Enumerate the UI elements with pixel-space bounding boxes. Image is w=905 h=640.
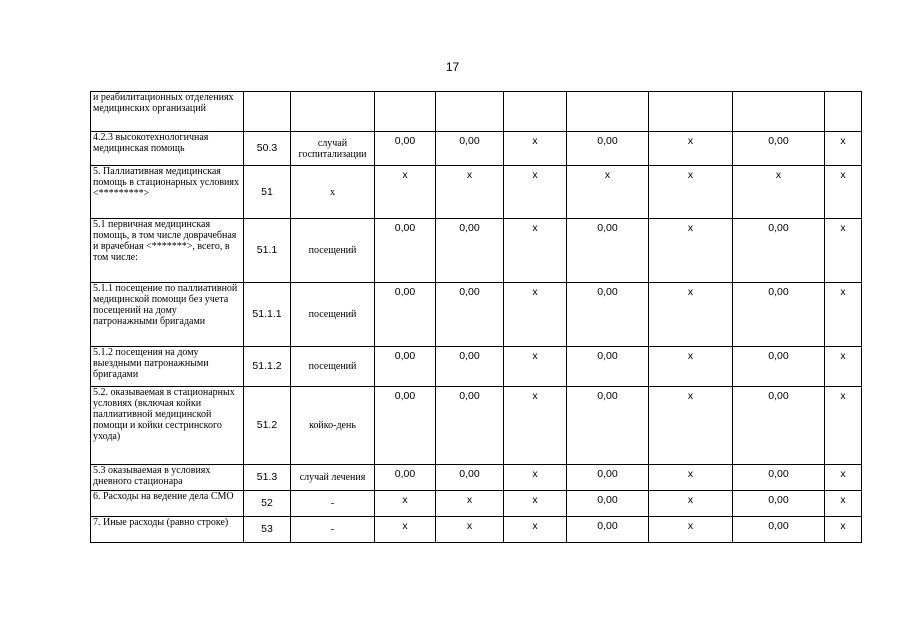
cell-value: 0,00 xyxy=(733,465,825,491)
cell-value: x xyxy=(825,491,862,517)
cell-value: x xyxy=(825,347,862,387)
row-code: 51.3 xyxy=(244,465,291,491)
table-row xyxy=(91,283,862,347)
row-name: 5.1.2 посещения на дому выездными патронажными бригадами xyxy=(91,347,244,387)
cell-value: 0,00 xyxy=(733,132,825,166)
row-code: 53 xyxy=(244,517,291,543)
cell-value: x xyxy=(649,283,733,347)
cell-value: 0,00 xyxy=(567,491,649,517)
row-unit: - xyxy=(291,517,375,543)
cell-value: 0,00 xyxy=(375,387,436,465)
table-row xyxy=(91,387,862,465)
row-name: 4.2.3 высокотехнологичная медицинская помощь xyxy=(91,132,244,166)
cell-value: 0,00 xyxy=(567,517,649,543)
cell-value: x xyxy=(825,465,862,491)
row-unit: посещений xyxy=(291,347,375,387)
cell-value: x xyxy=(375,517,436,543)
cell-value: x xyxy=(649,517,733,543)
cell-value: 0,00 xyxy=(436,132,504,166)
cell-value: x xyxy=(825,166,862,219)
cell-value xyxy=(825,92,862,132)
table-row xyxy=(91,132,862,166)
cell-value: 0,00 xyxy=(375,283,436,347)
cell-value: x xyxy=(825,387,862,465)
cell-value xyxy=(733,92,825,132)
row-name: 5. Паллиативная медицинская помощь в стационарных условиях <*********> xyxy=(91,166,244,219)
table-row xyxy=(91,347,862,387)
cell-value: 0,00 xyxy=(733,491,825,517)
page-number: 17 xyxy=(445,60,460,74)
cell-value: x xyxy=(436,517,504,543)
row-unit: - xyxy=(291,491,375,517)
row-name: 7. Иные расходы (равно строке) xyxy=(91,517,244,543)
cell-value: 0,00 xyxy=(375,347,436,387)
row-code xyxy=(244,92,291,132)
cell-value: x xyxy=(649,465,733,491)
cell-value: x xyxy=(567,166,649,219)
cell-value: x xyxy=(825,517,862,543)
cell-value: 0,00 xyxy=(375,219,436,283)
cell-value: 0,00 xyxy=(733,219,825,283)
cell-value: x xyxy=(649,347,733,387)
cell-value: x xyxy=(504,283,567,347)
cell-value: x xyxy=(504,132,567,166)
cell-value: 0,00 xyxy=(567,347,649,387)
cell-value: 0,00 xyxy=(375,132,436,166)
row-unit: койко-день xyxy=(291,387,375,465)
row-code: 50.3 xyxy=(244,132,291,166)
cell-value xyxy=(649,92,733,132)
cell-value: x xyxy=(825,219,862,283)
cell-value: 0,00 xyxy=(567,283,649,347)
row-code: 51 xyxy=(244,166,291,219)
row-name: 5.3 оказываемая в условиях дневного стационара xyxy=(91,465,244,491)
row-code: 52 xyxy=(244,491,291,517)
table-row xyxy=(91,219,862,283)
cell-value: x xyxy=(649,132,733,166)
row-name: 5.1 первичная медицинская помощь, в том числе доврачебная и врачебная <*******>, всего, в том числе: xyxy=(91,219,244,283)
cell-value: x xyxy=(504,491,567,517)
cell-value: 0,00 xyxy=(436,219,504,283)
cell-value: x xyxy=(649,491,733,517)
row-unit xyxy=(291,92,375,132)
cell-value: 0,00 xyxy=(567,387,649,465)
cell-value: x xyxy=(436,491,504,517)
cell-value: x xyxy=(649,166,733,219)
data-table xyxy=(90,91,862,543)
row-code: 51.1.1 xyxy=(244,283,291,347)
row-unit: x xyxy=(291,166,375,219)
cell-value: 0,00 xyxy=(733,283,825,347)
row-name: 6. Расходы на ведение дела СМО xyxy=(91,491,244,517)
table-row xyxy=(91,92,862,132)
row-code: 51.1 xyxy=(244,219,291,283)
row-unit: случай госпитализации xyxy=(291,132,375,166)
row-unit: посещений xyxy=(291,219,375,283)
cell-value xyxy=(567,92,649,132)
cell-value: x xyxy=(375,166,436,219)
cell-value xyxy=(504,92,567,132)
row-code: 51.1.2 xyxy=(244,347,291,387)
cell-value: x xyxy=(504,387,567,465)
cell-value: x xyxy=(504,347,567,387)
cell-value: x xyxy=(649,387,733,465)
cell-value: 0,00 xyxy=(436,283,504,347)
cell-value: x xyxy=(825,132,862,166)
cell-value xyxy=(375,92,436,132)
cell-value: 0,00 xyxy=(567,132,649,166)
cell-value: 0,00 xyxy=(733,517,825,543)
cell-value: x xyxy=(825,283,862,347)
cell-value: 0,00 xyxy=(733,387,825,465)
cell-value: x xyxy=(733,166,825,219)
row-name: 5.1.1 посещение по паллиативной медицинской помощи без учета посещений на дому патронажными бригадами xyxy=(91,283,244,347)
table-row xyxy=(91,491,862,517)
table-row xyxy=(91,465,862,491)
row-unit: случай лечения xyxy=(291,465,375,491)
cell-value: x xyxy=(649,219,733,283)
cell-value: x xyxy=(504,517,567,543)
cell-value: 0,00 xyxy=(733,347,825,387)
cell-value: 0,00 xyxy=(436,347,504,387)
cell-value: x xyxy=(436,166,504,219)
row-name: и реабилитационных отделениях медицинских организаций xyxy=(91,92,244,132)
cell-value xyxy=(436,92,504,132)
cell-value: x xyxy=(504,219,567,283)
cell-value: 0,00 xyxy=(567,465,649,491)
table-row xyxy=(91,517,862,543)
row-unit: посещений xyxy=(291,283,375,347)
cell-value: x xyxy=(504,166,567,219)
row-name: 5.2. оказываемая в стационарных условиях (включая койки паллиативной медицинской помощи и койки сестринского ухода) xyxy=(91,387,244,465)
cell-value: 0,00 xyxy=(375,465,436,491)
table-body xyxy=(91,92,862,543)
cell-value: 0,00 xyxy=(436,465,504,491)
table-row xyxy=(91,166,862,219)
cell-value: 0,00 xyxy=(567,219,649,283)
cell-value: x xyxy=(504,465,567,491)
cell-value: x xyxy=(375,491,436,517)
cell-value: 0,00 xyxy=(436,387,504,465)
row-code: 51.2 xyxy=(244,387,291,465)
